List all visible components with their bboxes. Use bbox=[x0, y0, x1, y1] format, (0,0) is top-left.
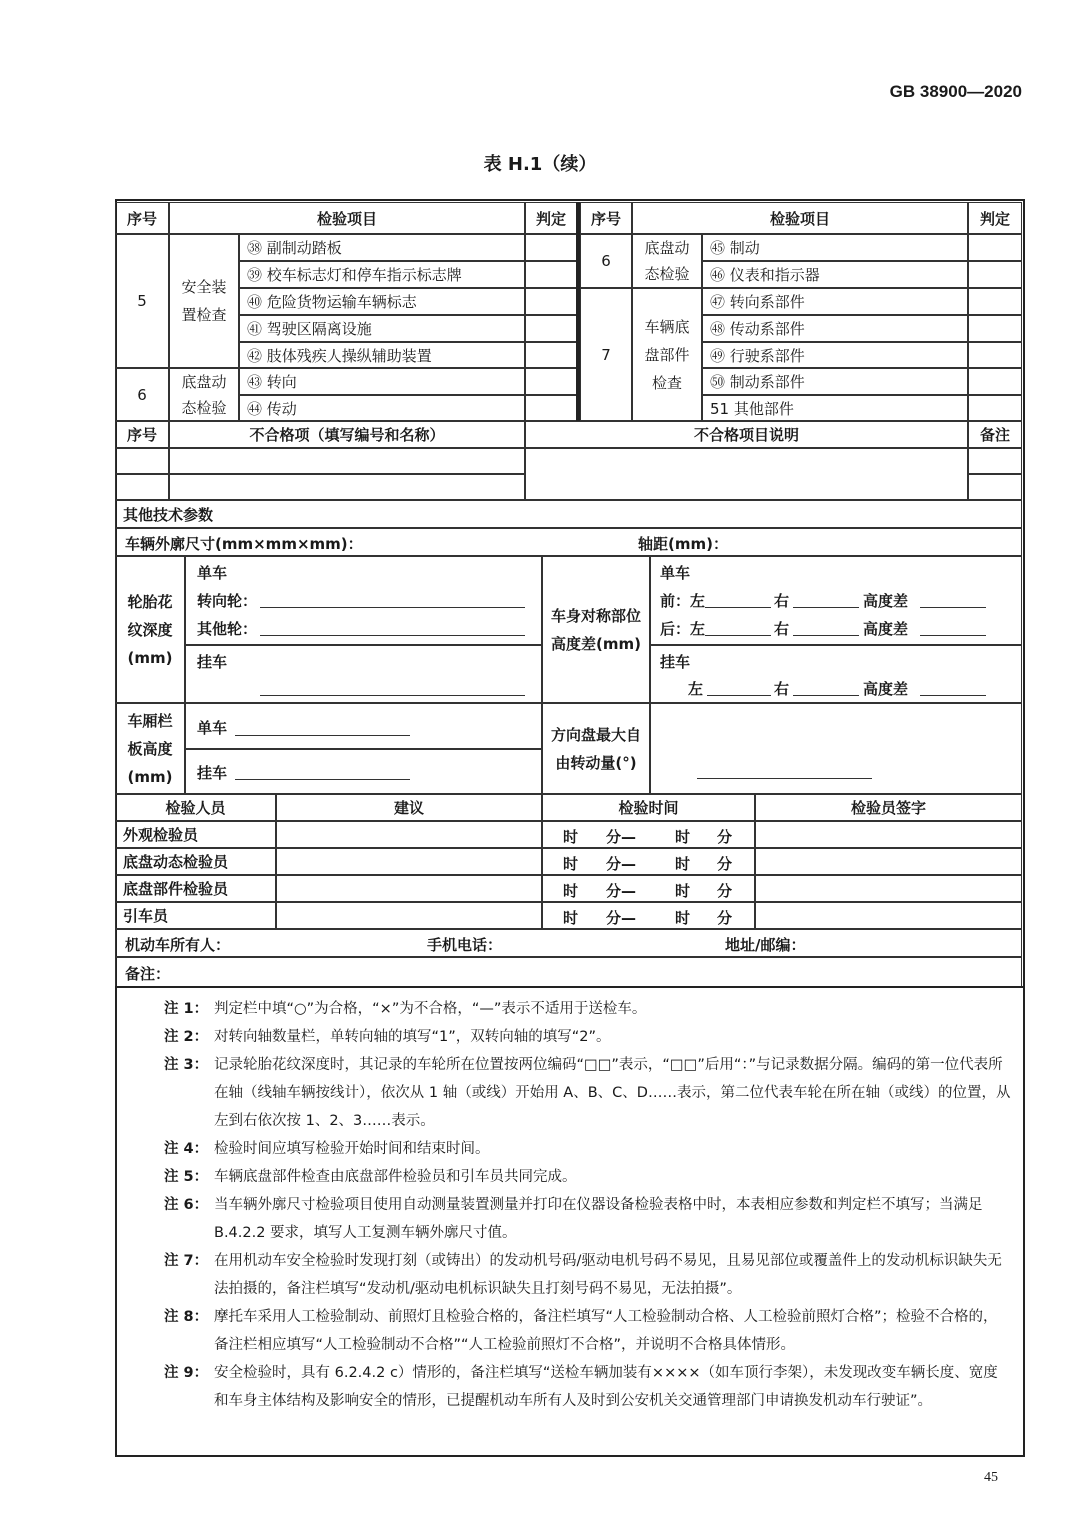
note-item bbox=[118, 1163, 1018, 1191]
defect-header-desc: 不合格项目说明 bbox=[525, 421, 968, 448]
board-trailer-field[interactable] bbox=[235, 779, 410, 780]
note-text: 摩托车采用人工检验制动、前照灯且检验合格的，备注栏填写“人工检验制动合格、人工检验前照灯合格”；检验不合格的，备注栏相应填写“人工检验制动不合格”“人工检验前照灯不合格”，并说明不合格具体情形。 bbox=[214, 1309, 998, 1353]
symmetry-single-cell bbox=[650, 556, 1022, 645]
note-key: 注 9： bbox=[164, 1365, 209, 1381]
staff-advice-field[interactable] bbox=[276, 902, 542, 929]
tread-single-label: 单车 bbox=[197, 564, 228, 582]
header-seq-left: 序号 bbox=[115, 202, 169, 234]
trailer-left-field[interactable] bbox=[707, 695, 771, 696]
rear-left-label: 后：左 bbox=[660, 620, 706, 638]
note-key: 注 2： bbox=[164, 1029, 209, 1045]
result-38[interactable] bbox=[525, 234, 577, 261]
item-46: ㊻ 仪表和指示器 bbox=[702, 261, 968, 288]
steering-play-cell bbox=[650, 703, 1022, 794]
board-single-label: 单车 bbox=[197, 719, 228, 737]
notes-separator bbox=[115, 986, 1025, 988]
item-39: ㊴ 校车标志灯和停车指示标志牌 bbox=[239, 261, 525, 288]
seq-6-left: 6 bbox=[115, 368, 169, 421]
column-separator bbox=[576, 202, 580, 421]
header-item-left: 检验项目 bbox=[169, 202, 525, 234]
staff-header-advice: 建议 bbox=[276, 794, 542, 821]
item-48: ㊽ 传动系部件 bbox=[702, 315, 968, 342]
note-text: 在用机动车安全检验时发现打刻（或铸出）的发动机号码/驱动电机号码不易见，且易见部位或覆盖件上的发动机标识缺失无法拍摄的，备注栏填写“发动机/驱动电机标识缺失且打刻号码不易见，无法拍摄”。 bbox=[214, 1253, 1002, 1297]
time-hour-label: 时 bbox=[675, 855, 691, 873]
staff-advice-field[interactable] bbox=[276, 848, 542, 875]
note-item bbox=[118, 1303, 1018, 1359]
header-result-left: 判定 bbox=[525, 202, 577, 234]
owner-label: 机动车所有人： bbox=[125, 936, 231, 954]
tread-trailer-label: 挂车 bbox=[197, 653, 228, 671]
time-min-label: 分 bbox=[717, 882, 733, 900]
phone-label: 手机电话： bbox=[427, 936, 503, 954]
result-47[interactable] bbox=[968, 288, 1022, 315]
defect-header-remark: 备注 bbox=[968, 421, 1022, 448]
steering-play-label-cell bbox=[542, 703, 650, 794]
tread-trailer-field[interactable] bbox=[260, 695, 525, 696]
defect-seq-1[interactable] bbox=[115, 448, 169, 474]
rear-left-field[interactable] bbox=[705, 635, 771, 636]
staff-advice-field[interactable] bbox=[276, 875, 542, 902]
staff-advice-field[interactable] bbox=[276, 821, 542, 848]
staff-header-sign: 检验员签字 bbox=[755, 794, 1022, 821]
front-diff-label: 高度差 bbox=[863, 592, 909, 610]
board-height-label: 车厢栏板高度(mm) bbox=[127, 711, 173, 786]
group-chassis-dynamic-left bbox=[169, 368, 239, 421]
time-hour-label: 时 bbox=[563, 882, 579, 900]
defect-seq-2[interactable] bbox=[115, 474, 169, 500]
note-key: 注 3： bbox=[164, 1057, 209, 1073]
table-caption: 表 H.1（续） bbox=[483, 154, 597, 175]
item-38: ㊳ 副制动踏板 bbox=[239, 234, 525, 261]
result-40[interactable] bbox=[525, 288, 577, 315]
time-hour-label: 时 bbox=[675, 909, 691, 927]
result-51[interactable] bbox=[968, 395, 1022, 421]
trailer-diff-field[interactable] bbox=[920, 695, 986, 696]
staff-signature-field[interactable] bbox=[755, 821, 1022, 848]
steering-play-label: 方向盘最大自由转动量(°) bbox=[550, 725, 641, 772]
params-title: 其他技术参数 bbox=[115, 500, 1022, 528]
rear-right-field[interactable] bbox=[793, 635, 859, 636]
staff-signature-field[interactable] bbox=[755, 848, 1022, 875]
time-min-dash-label: 分— bbox=[606, 909, 637, 927]
dimensions-label: 车辆外廓尺寸(mm×mm×mm)： bbox=[125, 535, 363, 553]
steering-play-field[interactable] bbox=[697, 778, 872, 779]
owner-row bbox=[115, 929, 1022, 957]
time-hour-label: 时 bbox=[563, 828, 579, 846]
board-single-cell bbox=[185, 703, 542, 749]
result-49[interactable] bbox=[968, 342, 1022, 368]
address-label: 地址/邮编： bbox=[725, 936, 806, 954]
seq-6-right: 6 bbox=[580, 234, 632, 288]
symmetry-label-cell bbox=[542, 556, 650, 703]
wheelbase-label: 轴距(mm)： bbox=[638, 535, 728, 553]
standard-number: GB 38900—2020 bbox=[889, 82, 1022, 101]
time-hour-label: 时 bbox=[675, 828, 691, 846]
note-item bbox=[118, 995, 1018, 1023]
result-43[interactable] bbox=[525, 368, 577, 395]
time-hour-label: 时 bbox=[563, 855, 579, 873]
defect-item-2[interactable] bbox=[169, 474, 525, 500]
staff-header-time: 检验时间 bbox=[542, 794, 755, 821]
item-40: ㊵ 危险货物运输车辆标志 bbox=[239, 288, 525, 315]
item-50: ㊿ 制动系部件 bbox=[702, 368, 968, 395]
front-right-label: 右 bbox=[774, 592, 790, 610]
note-text: 车辆底盘部件检查由底盘部件检验员和引车员共同完成。 bbox=[214, 1169, 577, 1185]
item-43: ㊸ 转向 bbox=[239, 368, 525, 395]
time-hour-label: 时 bbox=[675, 882, 691, 900]
item-51: 51 其他部件 bbox=[702, 395, 968, 421]
defect-remark-1[interactable] bbox=[968, 448, 1022, 474]
result-39[interactable] bbox=[525, 261, 577, 288]
item-47: ㊼ 转向系部件 bbox=[702, 288, 968, 315]
tread-depth-label-cell bbox=[115, 556, 185, 703]
note-text: 安全检验时，具有 6.2.4.2 c）情形的，备注栏填写“送检车辆加装有××××（如车顶行李架），未发现改变车辆长度、宽度和车身主体结构及影响安全的情形，已提醒机动车所有人及时到公安机关交通管理部门申请换发机动车行驶证”。 bbox=[214, 1365, 998, 1409]
staff-signature-field[interactable] bbox=[755, 875, 1022, 902]
seq-5: 5 bbox=[115, 234, 169, 368]
rear-right-label: 右 bbox=[774, 620, 790, 638]
defect-item-1[interactable] bbox=[169, 448, 525, 474]
note-key: 注 8： bbox=[164, 1309, 209, 1325]
staff-role: 外观检验员 bbox=[115, 821, 276, 848]
note-key: 注 6： bbox=[164, 1197, 209, 1213]
item-42: ㊷ 肢体残疾人操纵辅助装置 bbox=[239, 342, 525, 368]
note-key: 注 7： bbox=[164, 1253, 209, 1269]
front-diff-field[interactable] bbox=[920, 607, 986, 608]
trailer-diff-label: 高度差 bbox=[863, 680, 909, 698]
result-50[interactable] bbox=[968, 368, 1022, 395]
staff-signature-field[interactable] bbox=[755, 902, 1022, 929]
front-left-label: 前：左 bbox=[660, 592, 706, 610]
board-height-label-cell bbox=[115, 703, 185, 794]
trailer-right-label: 右 bbox=[774, 680, 790, 698]
board-trailer-label: 挂车 bbox=[197, 764, 228, 782]
note-key: 注 1： bbox=[164, 1001, 209, 1017]
note-text: 对转向轴数量栏，单转向轴的填写“1”，双转向轴的填写“2”。 bbox=[214, 1029, 611, 1045]
result-44[interactable] bbox=[525, 395, 577, 421]
item-45: ㊺ 制动 bbox=[702, 234, 968, 261]
time-hour-label: 时 bbox=[563, 909, 579, 927]
header-result-right: 判定 bbox=[968, 202, 1022, 234]
header-seq-right: 序号 bbox=[580, 202, 632, 234]
note-item bbox=[118, 1023, 1018, 1051]
trailer-left-label: 左 bbox=[688, 680, 704, 698]
group-chassis-parts bbox=[632, 288, 702, 421]
time-min-dash-label: 分— bbox=[606, 855, 637, 873]
note-key: 注 4： bbox=[164, 1141, 209, 1157]
seq-7: 7 bbox=[580, 288, 632, 421]
page-number: 45 bbox=[984, 1470, 998, 1485]
defect-header-item: 不合格项（填写编号和名称） bbox=[169, 421, 525, 448]
front-right-field[interactable] bbox=[793, 607, 859, 608]
symmetry-label: 车身对称部位高度差(mm) bbox=[550, 606, 641, 653]
note-text: 判定栏中填“○”为合格，“×”为不合格，“—”表示不适用于送检车。 bbox=[214, 1001, 647, 1017]
time-min-label: 分 bbox=[717, 909, 733, 927]
other-wheel-label: 其他轮： bbox=[197, 620, 258, 638]
steer-wheel-field[interactable] bbox=[260, 607, 525, 608]
group-safety-devices bbox=[169, 234, 239, 368]
time-min-dash-label: 分— bbox=[606, 828, 637, 846]
trailer-right-field[interactable] bbox=[793, 695, 859, 696]
note-text: 当车辆外廓尺寸检验项目使用自动测量装置测量并打印在仪器设备检验表格中时，本表相应参数和判定栏不填写；当满足 B.4.2.2 要求，填写人工复测车辆外廓尺寸值。 bbox=[214, 1197, 983, 1241]
result-48[interactable] bbox=[968, 315, 1022, 342]
note-item bbox=[118, 1247, 1018, 1303]
remark-row[interactable] bbox=[115, 957, 1022, 987]
note-item bbox=[118, 1135, 1018, 1163]
symmetry-trailer-label: 挂车 bbox=[660, 653, 691, 671]
other-wheel-field[interactable] bbox=[260, 635, 525, 636]
time-min-dash-label: 分— bbox=[606, 882, 637, 900]
result-41[interactable] bbox=[525, 315, 577, 342]
staff-role: 引车员 bbox=[115, 902, 276, 929]
group-chassis-dynamic-right bbox=[632, 234, 702, 288]
group-label: 安全装置检查 bbox=[181, 278, 227, 324]
front-left-field[interactable] bbox=[705, 607, 771, 608]
note-item bbox=[118, 1359, 1018, 1415]
symmetry-single-label: 单车 bbox=[660, 564, 691, 582]
notes-list bbox=[118, 995, 1018, 1415]
note-text: 检验时间应填写检验开始时间和结束时间。 bbox=[214, 1141, 490, 1157]
note-text: 记录轮胎花纹深度时，其记录的车轮所在位置按两位编码“□□”表示，“□□”后用“：”与记录数据分隔。编码的第一位代表所在轴（线轴车辆按线计），依次从 1 轴（或线）开始用 A、B、C、D……表示，第二位代表车轮在所在轴（或线）的位置，从左到右依次按 1、2、3……表示。 bbox=[214, 1057, 1011, 1129]
note-item bbox=[118, 1051, 1018, 1135]
tread-depth-label: 轮胎花纹深度(mm) bbox=[127, 592, 173, 667]
item-44: ㊹ 传动 bbox=[239, 395, 525, 421]
item-41: ㊶ 驾驶区隔离设施 bbox=[239, 315, 525, 342]
time-min-label: 分 bbox=[717, 855, 733, 873]
remark-label: 备注： bbox=[125, 965, 171, 983]
board-trailer-cell bbox=[185, 749, 542, 794]
note-item bbox=[118, 1191, 1018, 1247]
staff-role: 底盘部件检验员 bbox=[115, 875, 276, 902]
defect-header-seq: 序号 bbox=[115, 421, 169, 448]
header-item-right: 检验项目 bbox=[632, 202, 968, 234]
rear-diff-field[interactable] bbox=[920, 635, 986, 636]
item-49: ㊾ 行驶系部件 bbox=[702, 342, 968, 368]
result-46[interactable] bbox=[968, 261, 1022, 288]
group-label: 底盘动态检验 bbox=[181, 372, 227, 417]
steer-wheel-label: 转向轮： bbox=[197, 592, 258, 610]
result-42[interactable] bbox=[525, 342, 577, 368]
note-key: 注 5： bbox=[164, 1169, 209, 1185]
result-45[interactable] bbox=[968, 234, 1022, 261]
rear-diff-label: 高度差 bbox=[863, 620, 909, 638]
defect-remark-2[interactable] bbox=[968, 474, 1022, 500]
defect-desc[interactable] bbox=[525, 448, 968, 500]
time-min-label: 分 bbox=[717, 828, 733, 846]
group-label: 底盘动态检验 bbox=[644, 239, 690, 283]
board-single-field[interactable] bbox=[235, 735, 410, 736]
staff-header-role: 检验人员 bbox=[115, 794, 276, 821]
staff-role: 底盘动态检验员 bbox=[115, 848, 276, 875]
group-label: 车辆底盘部件检查 bbox=[644, 317, 690, 392]
